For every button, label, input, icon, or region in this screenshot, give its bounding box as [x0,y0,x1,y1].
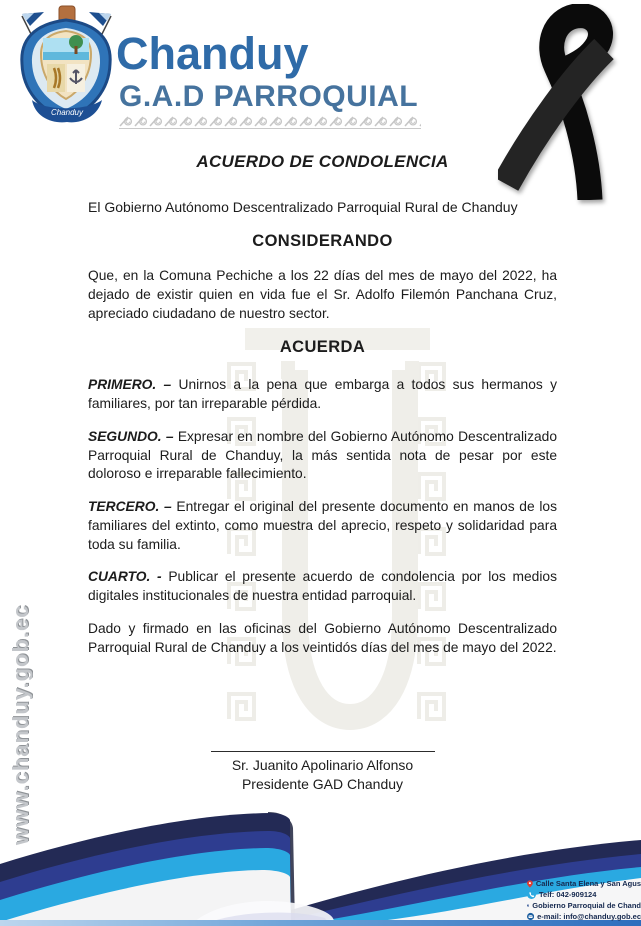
clause-text: Publicar el presente acuerdo de condolencia por los medios digitales institucionales de nuestra entidad parroquial. [88,569,557,603]
considerando-heading: CONSIDERANDO [252,232,393,250]
clause-tercero [88,498,557,554]
clause-label: CUARTO. - [88,569,162,585]
logo-banner-text: Chanduy [50,108,84,117]
contact-phone-text: Telf: 042-909124 [539,890,597,899]
signature-name: Sr. Juanito Apolinario Alfonso [231,757,414,774]
greek-key-strip [119,116,421,130]
contact-block [527,878,641,922]
facebook-icon [527,901,529,910]
signature-role: Presidente GAD Chanduy [241,775,404,792]
location-pin-icon [527,879,533,889]
clause-segundo [88,428,557,484]
website-vertical-text: www.chanduy.gob.ec [8,604,33,845]
svg-text:f: f [527,905,529,908]
clause-label: TERCERO. – [88,499,172,514]
clause-label: SEGUNDO. – [88,428,174,444]
contact-facebook [527,900,641,911]
clause-label: PRIMERO. – [88,377,172,393]
clause-text: Unirnos a la pena que embarga a todos sus hermanos y familiares, por tan irreparable pérdida. [88,377,557,411]
phone-icon [527,890,536,899]
contact-email [527,911,641,922]
email-icon [527,912,534,921]
contact-facebook-text: Gobierno Parroquial de Chand [532,901,641,910]
brand-subtitle: G.A.D PARROQUIAL [119,80,419,113]
coat-of-arms-logo [14,4,119,128]
contact-address [527,878,641,889]
closing-paragraph: Dado y firmado en las oficinas del Gobierno Autónomo Descentralizado Parroquial Rural de Chanduy a los veintidós días del mes de mayo del 2022. [88,620,557,655]
intro-line: El Gobierno Autónomo Descentralizado Parroquial Rural de Chanduy [88,199,518,215]
acuerda-heading: ACUERDA [279,338,366,357]
clause-primero [88,376,557,414]
contact-email-text: e-mail: info@chanduy.gob.ec [537,912,641,921]
contact-address-text: Calle Santa Elena y San Agus [535,879,641,888]
document-title: ACUERDO DE CONDOLENCIA [196,152,449,171]
document-body [88,148,557,793]
contact-phone [527,889,641,900]
brand-title: Chanduy [116,28,309,79]
signature-block [211,751,435,793]
considerando-paragraph: Que, en la Comuna Pechiche a los 22 días del mes de mayo del 2022, ha dejado de existir quien en vida fue el Sr. Adolfo Filemón Panchana Cruz, apreciado ciudadano de nuestro sector. [88,268,557,321]
clause-cuarto [88,568,557,606]
clause-text: Entregar el original del presente documento en manos de los familiares del extinto, como muestra del aprecio, respeto y solidaridad para toda su familia. [88,499,557,552]
clause-text: Expresar en nombre del Gobierno Autónomo Descentralizado Parroquial Rural de Chanduy, la más sentida nota de pesar por este doloroso e irreparable fallecimiento. [88,428,557,482]
